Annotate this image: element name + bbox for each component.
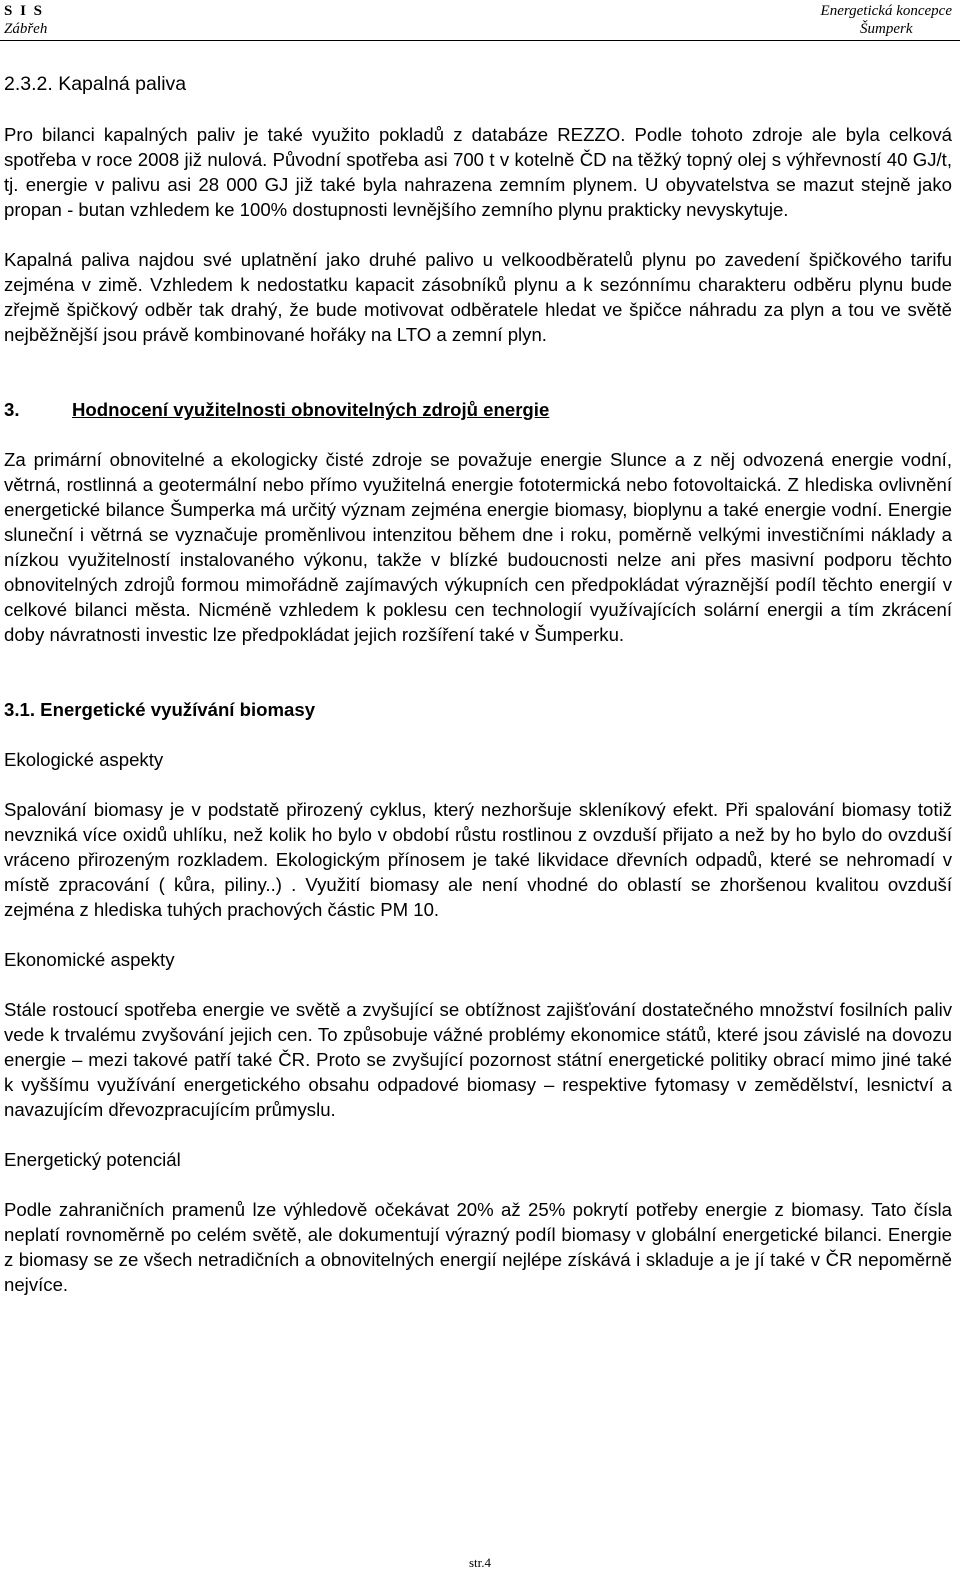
section-3-heading — [4, 397, 952, 422]
section-2-3-2-title: 2.3.2. Kapalná paliva — [4, 73, 187, 95]
economic-aspects-paragraph: Stále rostoucí spotřeba energie ve světě a zvyšující se obtížnost zajišťování dostatečného množství fosilních paliv vede k trvalému zvyšování jejich cen. To způsobuje vážné problémy ekonomice států, které jsou závislé na dovozu energie – mezi takové patří také ČR. Proto se zvyšující pozornost státní energetické politiky obrací mimo jiné také k vyššímu využívání energetického obsahu odpadové biomasy – respektive fytomasy v zemědělství, lesnictví a navazujícím dřevozpracujícím průmyslu. — [4, 999, 952, 1120]
page-header — [0, 0, 960, 40]
header-right — [821, 2, 952, 38]
document-body — [4, 72, 952, 1297]
section-3-1-title: 3.1. Energetické využívání biomasy — [4, 699, 316, 720]
section-3-paragraph: Za primární obnovitelné a ekologicky čisté zdroje se považuje energie Slunce a z něj odvozená energie vodní, větrná, rostlinná a geotermální nebo přímo využitelná energie fototermická nebo fotovoltaická. Z hlediska ovlivnění energetické bilance Šumperka má určitý význam zejména energie biomasy, bioplynu a také energie vodní. Energie sluneční i větrná se vyznačuje proměnlivou intenzitou během dne i roku, poměrně velkými investičními náklady a nízkou využitelností instalovaného výkonu, takže v blízké budoucnosti nelze ani přes masivní podporu těchto obnovitelných zdrojů formou mimořádně zajímavých výkupních cen předpokládat výraznější podíl těchto energií v celkové bilanci města. Nicméně vzhledem k poklesu cen technologií využívajících solární energii a tím zkrácení doby návratnosti investic lze předpokládat jejich rozšíření také v Šumperku. — [4, 449, 952, 645]
section-2-3-2-paragraph-1: Pro bilanci kapalných paliv je také využito pokladů z databáze REZZO. Podle tohoto zdroje ale byla celková spotřeba v roce 2008 již nulová. Původní spotřeba asi 700 t v kotelně ČD na těžký topný olej s výhřevností 40 GJ/t, tj. energie v palivu asi 28 000 GJ již také byla nahrazena zemním plynem. U obyvatelstva se mazut stejně jako propan - butan vzhledem ke 100% dostupnosti levnějšího zemního plynu prakticky nevyskytuje. — [4, 124, 952, 220]
header-divider — [0, 40, 960, 41]
section-3-title: Hodnocení využitelnosti obnovitelných zdrojů energie — [72, 399, 550, 420]
energy-potential-title: Energetický potenciál — [4, 1149, 181, 1170]
header-city-left: Zábřeh — [4, 21, 48, 37]
header-left — [4, 2, 47, 38]
page-number: str.4 — [468, 1555, 492, 1570]
section-2-3-2-paragraph-2: Kapalná paliva najdou své uplatnění jako druhé palivo u velkoodběratelů plynu po zavedení špičkového tarifu zejména v zimě. Vzhledem k nedostatku kapacit zásobníků plynu a k sezónnímu charakteru odběru plynu bude zřejmě špičkový odběr tak drahý, že bude motivovat odběratele hledat ve špičce náhradu za plyn a tou ve světě nejběžnější jsou právě kombinované hořáky na LTO a zemní plyn. — [4, 249, 952, 345]
energy-potential-paragraph: Podle zahraničních pramenů lze výhledově očekávat 20% až 25% pokrytí potřeby energie z biomasy. Tato čísla neplatí rovnoměrně po celém světě, ale dokumentují výrazný podíl biomasy v globální energetické bilanci. Energie z biomasy se ze všech netradičních a obnovitelných energií nejlépe získává i skladuje a je jí také v ČR nepoměrně nejvíce. — [4, 1199, 952, 1295]
ecological-aspects-title: Ekologické aspekty — [4, 749, 164, 770]
header-org: S I S — [4, 3, 45, 19]
header-city-right: Šumperk — [860, 21, 913, 37]
ecological-aspects-paragraph: Spalování biomasy je v podstatě přirozený cyklus, který nezhoršuje skleníkový efekt. Při spalování biomasy totiž nevzniká více oxidů uhlíku, než kolik ho bylo v období růstu rostlinou z ovzduší přijato a než by ho bylo do ovzduší vráceno přirozeným rozkladem. Ekologickým přínosem je také likvidace dřevních odpadů, které se nehromadí v místě zpracování ( kůra, piliny..) . Využití biomasy ale není vhodné do oblastí se zhoršenou kvalitou ovzduší zejména z hlediska tuhých prachových částic PM 10. — [4, 799, 952, 920]
economic-aspects-title: Ekonomické aspekty — [4, 949, 175, 970]
header-doc-title: Energetická koncepce — [820, 3, 952, 19]
section-3-number: 3. — [4, 399, 20, 420]
